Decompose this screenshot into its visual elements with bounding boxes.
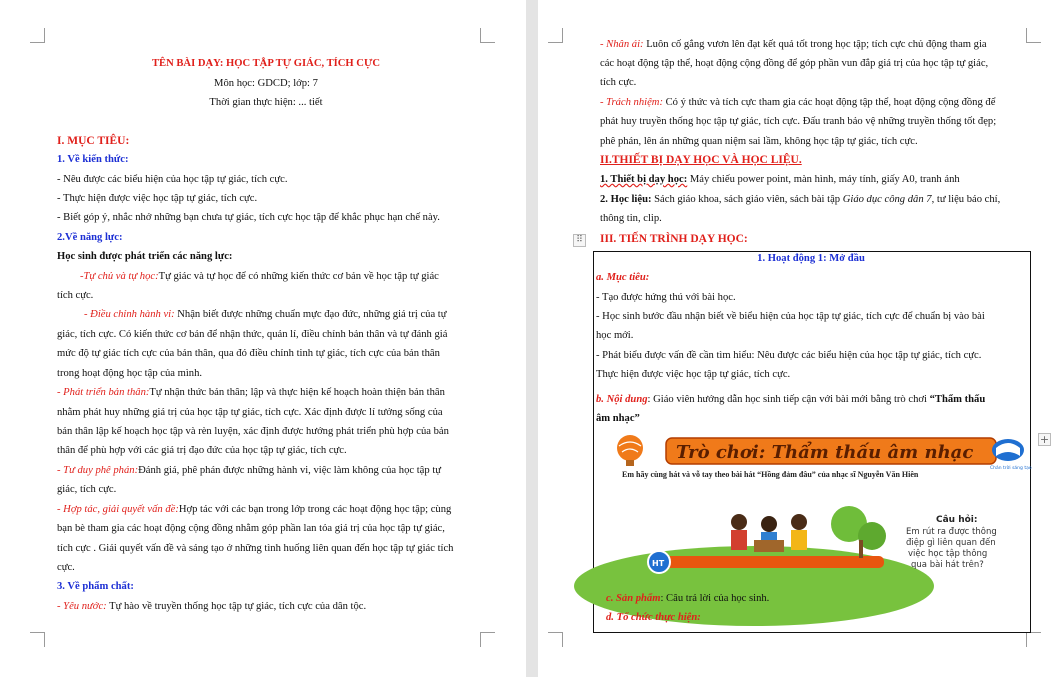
self-development-label: - Phát triển bản thân:: [57, 387, 150, 398]
product-label: c. Sản phẩm: [606, 593, 661, 604]
content-label: b. Nội dung: [596, 394, 648, 405]
materials-line: [600, 193, 1000, 207]
equipment-line: [600, 173, 960, 187]
table-move-handle[interactable]: ⠿: [573, 234, 586, 247]
benevolence-label: - Nhân ái:: [600, 39, 644, 50]
crop-mark: [1026, 632, 1041, 647]
crop-mark: [548, 632, 563, 647]
self-study-line: [80, 270, 439, 284]
behavior-line: giác, tích cực. Có kiến thức cơ bản để nhận thức, quản lí, điều chỉnh bản thân và tự đánh giá: [57, 329, 448, 340]
objective-item: Thực hiện được việc học tập tự giác, tích cực.: [596, 369, 791, 380]
self-development-line: nhằm phát huy những giá trị của học tập tự giác, tích cực. Xác định được lí tưởng sống của: [57, 407, 443, 418]
materials-book: Giáo dục công dân 7: [842, 194, 932, 205]
responsibility-line: phát huy truyền thống học tập tự giác, tích cực. Đấu tranh bảo vệ những truyền thống tốt đẹp;: [600, 116, 997, 127]
content-text: : Giáo viên hướng dẫn học sinh tiếp cận với bài mới bằng trò chơi: [647, 394, 930, 405]
benevolence-line: [600, 38, 987, 52]
competence-subheading: Học sinh được phát triển các năng lực:: [57, 251, 233, 262]
content-line: âm nhạc”: [596, 413, 640, 424]
self-study-line: tích cực.: [57, 290, 94, 301]
page-gap: [526, 0, 538, 677]
critical-thinking-text: Đánh giá, phê phán được những hành vi, việc làm không của học tập tự: [138, 465, 442, 476]
competence-heading: 2.Về năng lực:: [57, 232, 123, 243]
knowledge-item: - Nêu được các biểu hiện của học tập tự giác, tích cực.: [57, 174, 288, 185]
behavior-line: trong hoạt động học tập của mình.: [57, 368, 203, 379]
materials-text: , tư liệu báo chí,: [931, 194, 1001, 205]
materials-line: thông tin, clip.: [600, 213, 662, 224]
cooperation-line: bạn bè tham gia các hoạt động cộng đồng nhằm góp phần lan tỏa giá trị của học tập tự giác,: [57, 523, 445, 534]
svg-text:Chân trời sáng tạo: Chân trời sáng tạo: [990, 466, 1032, 471]
svg-text:HT: HT: [652, 559, 665, 568]
crop-mark: [480, 632, 495, 647]
crop-mark: [1026, 28, 1041, 43]
slide-title: Trò chơi: Thẩm thấu âm nhạc: [676, 442, 974, 463]
self-study-label: -Tự chủ và tự học:: [80, 271, 159, 282]
behavior-line: mức độ tự giác tích cực của bản thân, qua đó điều chỉnh tinh tự giác, tích cực của bản thân: [57, 348, 440, 359]
crop-mark: [548, 28, 563, 43]
knowledge-item: - Thực hiện được việc học tập tự giác, tích cực.: [57, 193, 258, 204]
critical-thinking-line: giác, tích cực.: [57, 484, 117, 495]
slide-caption: Em hãy cùng hát và vỗ tay theo bài hát “Hồng đảm đâu” của nhạc sĩ Nguyễn Văn Hiên: [622, 470, 919, 479]
objective-item: - Học sinh bước đầu nhận biết về biểu hiện của học tập tự giác, tích cực để chuẩn bị vào bài: [596, 311, 985, 322]
patriotism-label: - Yêu nước:: [57, 601, 107, 612]
section-objectives: I. MỤC TIÊU:: [57, 135, 130, 147]
game-slide-image: [604, 436, 1032, 586]
section-procedure: III. TIẾN TRÌNH DẠY HỌC:: [600, 233, 748, 245]
self-study-text: Tự giác và tự học để có những kiến thức cơ bản về học tập tự giác: [158, 271, 439, 282]
patriotism-line: [57, 600, 366, 614]
behavior-label: - Điều chỉnh hành vi:: [84, 309, 175, 320]
children-icon: [731, 514, 807, 552]
benevolence-text: Luôn cố gắng vươn lên đạt kết quả tốt trong học tập; tích cực chủ động tham gia: [643, 39, 987, 50]
materials-label: 2. Học liệu:: [600, 194, 652, 205]
responsibility-line: [600, 96, 995, 110]
objective-label: a. Mục tiêu:: [596, 272, 650, 283]
cooperation-line: cực.: [57, 562, 75, 573]
crop-mark: [480, 28, 495, 43]
self-development-line: bản thân lập kế hoạch học tập và rèn luyện, xác định được hướng phát triển phù hợp của bản: [57, 426, 449, 437]
behavior-text: Nhận biết được những chuẩn mực đạo đức, những giá trị của tự: [174, 309, 447, 320]
qualities-heading: 3. Về phẩm chất:: [57, 581, 134, 592]
question-text: việc học tập thông: [908, 549, 988, 559]
ht-badge: [648, 551, 670, 573]
self-development-line: [57, 386, 445, 400]
question-text: qua bài hát trên?: [911, 560, 984, 570]
objective-item: học mới.: [596, 330, 634, 341]
slide-illustration: [604, 436, 1032, 586]
organization-label: d. Tổ chức thực hiện:: [606, 612, 701, 623]
objective-item: - Phát biểu được vấn đề cần tìm hiểu: Nêu được các biểu hiện của học tập tự giác, tích cực.: [596, 350, 982, 361]
time-line: Thời gian thực hiện: ... tiết: [209, 97, 323, 108]
product-line: [606, 592, 769, 606]
cooperation-text: Hợp tác với các bạn trong lớp trong các hoạt động học tập; cùng: [178, 504, 452, 515]
subject-line: Môn học: GDCD; lớp: 7: [214, 78, 318, 89]
self-development-line: thân để phù hợp với các giá trị đạo đức của học tập tự giác, tích cực.: [57, 445, 347, 456]
slide-bench: [654, 556, 884, 568]
lesson-title: TÊN BÀI DẠY: HỌC TẬP TỰ GIÁC, TÍCH CỰC: [151, 58, 381, 69]
product-text: : Câu trả lời của học sinh.: [660, 593, 770, 604]
cooperation-label: - Hợp tác, giải quyết vấn đề:: [57, 504, 179, 515]
patriotism-text: Tự hào về truyền thống học tập tự giác, tích cực của dân tộc.: [106, 601, 367, 612]
materials-text: Sách giáo khoa, sách giáo viên, sách bài tập: [651, 194, 843, 205]
add-column-button[interactable]: +: [1039, 433, 1050, 446]
cooperation-line: tích cực . Giải quyết vấn đề và sáng tạo ở những tình huống liên quan đến học tập tự giác tích: [57, 543, 454, 554]
equipment-label: 1. Thiết bị dạy học:: [600, 174, 688, 185]
knowledge-heading: 1. Về kiến thức:: [57, 154, 129, 165]
responsibility-label: - Trách nhiệm:: [600, 97, 663, 108]
question-text: điệp gì liên quan đến: [906, 538, 996, 548]
benevolence-line: các hoạt động tập thể, hoạt động cộng đồng để góp phần vun đắp giá trị của học tập tự giác,: [600, 58, 989, 69]
crop-mark: [30, 632, 45, 647]
activity-title: 1. Hoạt động 1: Mở đầu: [757, 253, 865, 264]
responsibility-line: phê phán, lên án những quan niệm sai lầm, không học tập tự giác, tích cực.: [600, 136, 918, 147]
equipment-text: Máy chiếu power point, màn hình, máy tính, giấy A0, tranh ảnh: [687, 174, 960, 185]
critical-thinking-label: - Tư duy phê phán:: [57, 465, 139, 476]
game-name: “Thẩm thấu: [929, 394, 986, 405]
section-equipment: II.THIẾT BỊ DẠY HỌC VÀ HỌC LIỆU.: [600, 154, 802, 166]
benevolence-line: tích cực.: [600, 77, 637, 88]
critical-thinking-line: [57, 464, 441, 478]
self-development-text: Tự nhận thức bản thân; lập và thực hiện kế hoạch hoàn thiện bản thân: [149, 387, 445, 398]
question-label: Câu hỏi:: [936, 515, 978, 525]
responsibility-text: Có ý thức và tích cực tham gia các hoạt động tập thể, hoạt động cộng đồng để: [662, 97, 996, 108]
question-text: Em rút ra được thông: [906, 527, 997, 537]
crop-mark: [30, 28, 45, 43]
knowledge-item: - Biết góp ý, nhắc nhở những bạn chưa tự giác, tích cực học tập để khắc phục hạn chế này.: [57, 212, 440, 223]
cooperation-line: [57, 503, 451, 517]
behavior-line: [84, 308, 447, 322]
objective-item: - Tạo được hứng thú với bài học.: [596, 292, 736, 303]
document-page-1[interactable]: [0, 0, 526, 677]
content-line: [596, 393, 985, 407]
